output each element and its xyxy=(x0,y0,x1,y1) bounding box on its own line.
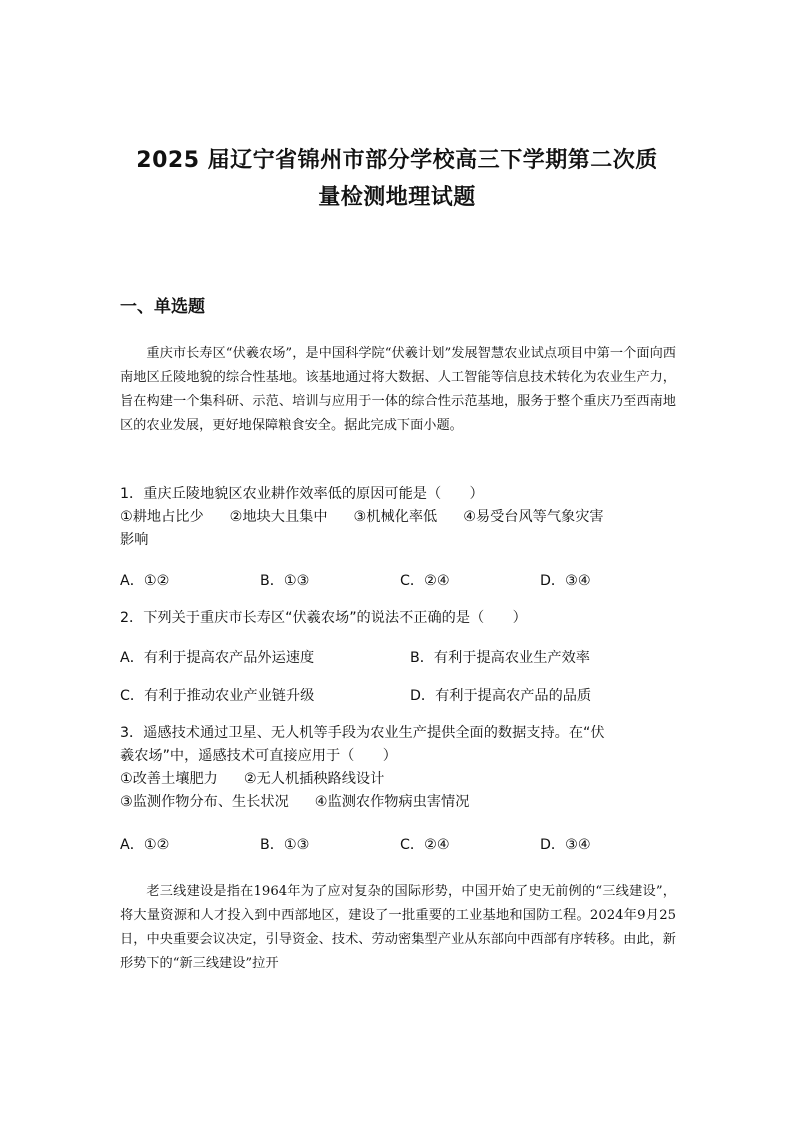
q1-item-4: ④易受台风等气象灾害 xyxy=(463,509,604,525)
q3-option-b[interactable]: B．①③ xyxy=(260,837,310,853)
question-1-items xyxy=(120,506,680,529)
question-3-stem-line-1: 3．遥感技术通过卫星、无人机等手段为农业生产提供全面的数据支持。在“伏 xyxy=(120,725,605,741)
section-heading: 一、单选题 xyxy=(120,297,205,317)
question-1-options xyxy=(120,570,680,592)
q1-item-4-cont: 影响 xyxy=(120,532,149,548)
passage-1: 重庆市长寿区“伏羲农场”，是中国科学院“伏羲计划”发展智慧农业试点项目中第一个面向西南地区丘陵地貌的综合性基地。该基地通过将大数据、人工智能等信息技术转化为农业生产力，旨在构建一个集科研、示范、培训与应用于一体的综合性示范基地，服务于整个重庆乃至西南地区的农业发展，更好地保障粮食安全。据此完成下面小题。 xyxy=(120,346,676,433)
q1-option-d[interactable]: D．③④ xyxy=(540,573,591,589)
question-3-stem-line-2: 羲农场”中，遥感技术可直接应用于（ ） xyxy=(120,748,397,764)
question-2-options-row-1 xyxy=(120,647,680,669)
q3-item-4: ④监测农作物病虫害情况 xyxy=(314,794,470,810)
q3-option-d[interactable]: D．③④ xyxy=(540,837,591,853)
q3-item-2: ②无人机插秧路线设计 xyxy=(243,771,385,787)
title-line-2: 量检测地理试题 xyxy=(318,185,476,210)
q3-option-a[interactable]: A．①② xyxy=(120,837,170,853)
document-title xyxy=(100,142,694,216)
q2-option-c[interactable]: C．有利于推动农业产业链升级 xyxy=(120,688,315,704)
question-2-stem: 2．下列关于重庆市长寿区“伏羲农场”的说法不正确的是（ ） xyxy=(120,610,527,626)
q1-option-b[interactable]: B．①③ xyxy=(260,573,310,589)
question-2 xyxy=(120,607,680,630)
question-2-options-row-2 xyxy=(120,685,680,707)
question-3 xyxy=(120,722,680,814)
question-1-stem: 1．重庆丘陵地貌区农业耕作效率低的原因可能是（ ） xyxy=(120,486,484,502)
question-3-options xyxy=(120,834,680,856)
question-3-items-row-1 xyxy=(120,768,680,791)
question-3-items-row-2 xyxy=(120,791,680,814)
q2-option-d[interactable]: D．有利于提高农产品的品质 xyxy=(410,688,592,704)
question-1 xyxy=(120,483,680,552)
q1-item-1: ①耕地占比少 xyxy=(120,509,204,525)
q3-item-1: ①改善土壤肥力 xyxy=(120,771,218,787)
q3-item-3: ③监测作物分布、生长状况 xyxy=(120,794,289,810)
q2-option-b[interactable]: B．有利于提高农业生产效率 xyxy=(410,650,590,666)
q2-option-a[interactable]: A．有利于提高农产品外运速度 xyxy=(120,650,315,666)
q1-item-2: ②地块大且集中 xyxy=(229,509,328,525)
q1-option-a[interactable]: A．①② xyxy=(120,573,170,589)
passage-2: 老三线建设是指在1964年为了应对复杂的国际形势，中国开始了史无前例的“三线建设”，将大量资源和人才投入到中西部地区，建设了一批重要的工业基地和国防工程。2024年9月25日，中央重要会议决定，引导资金、技术、劳动密集型产业从东部向中西部有序转移。由此，新形势下的“新三线建设”拉开 xyxy=(120,884,676,971)
q1-item-3: ③机械化率低 xyxy=(353,509,438,525)
title-line-1: 2025 届辽宁省锦州市部分学校高三下学期第二次质 xyxy=(136,148,658,173)
q3-option-c[interactable]: C．②④ xyxy=(400,837,450,853)
q1-option-c[interactable]: C．②④ xyxy=(400,573,450,589)
